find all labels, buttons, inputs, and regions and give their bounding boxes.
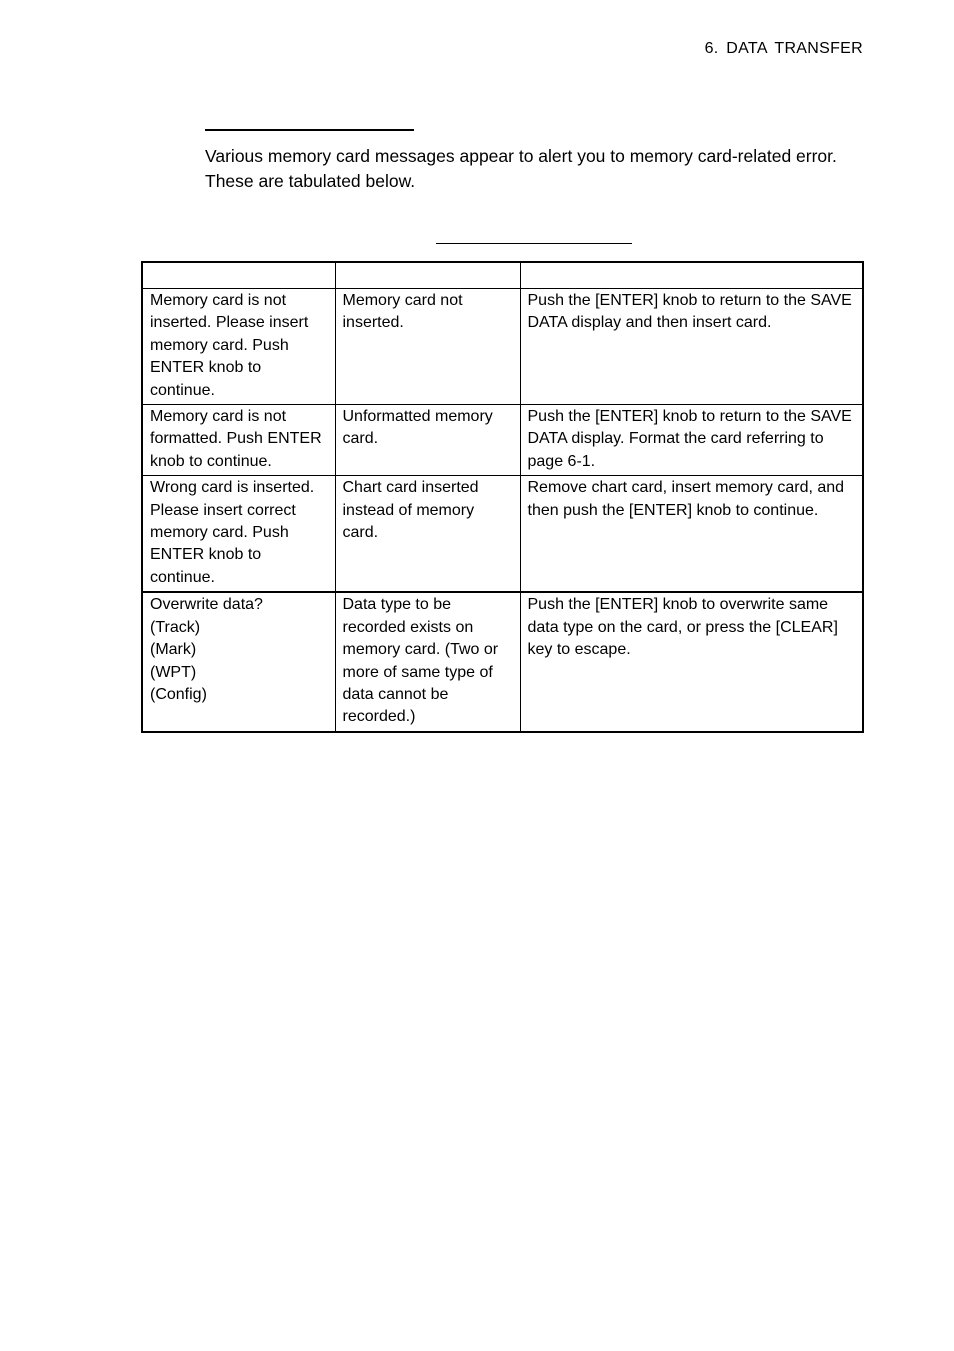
- message-cell: Overwrite data? (Track) (Mark) (WPT) (Config): [142, 592, 335, 731]
- meaning-cell: Unformatted memory card.: [335, 405, 520, 476]
- remedy-cell: Push the [ENTER] knob to overwrite same data type on the card, or press the [CLEAR] key to escape.: [520, 592, 863, 731]
- remedy-cell: Push the [ENTER] knob to return to the SAVE DATA display and then insert card.: [520, 289, 863, 405]
- message-cell: Wrong card is inserted. Please insert correct memory card. Push ENTER knob to continue.: [142, 476, 335, 593]
- table-row: [142, 592, 863, 731]
- table-row: [142, 289, 863, 405]
- message-cell: Memory card is not inserted. Please insert memory card. Push ENTER knob to continue.: [142, 289, 335, 405]
- meaning-cell: Data type to be recorded exists on memory card. (Two or more of same type of data cannot be recorded.): [335, 592, 520, 731]
- intro-paragraph: Various memory card messages appear to alert you to memory card-related error. These are tabulated below.: [205, 146, 837, 191]
- table-title-underline: [436, 243, 632, 244]
- running-header: 6. DATA TRANSFER: [704, 40, 863, 57]
- meaning-cell: Memory card not inserted.: [335, 289, 520, 405]
- header-cell-message: [142, 262, 335, 289]
- remedy-cell: Push the [ENTER] knob to return to the SAVE DATA display. Format the card referring to page 6-1.: [520, 405, 863, 476]
- table-row: [142, 405, 863, 476]
- header-cell-remedy: [520, 262, 863, 289]
- memory-card-messages-table: [141, 261, 864, 733]
- remedy-cell: Remove chart card, insert memory card, and then push the [ENTER] knob to continue.: [520, 476, 863, 593]
- table-row: [142, 476, 863, 593]
- section-title-underline: [205, 129, 414, 131]
- meaning-cell: Chart card inserted instead of memory card.: [335, 476, 520, 593]
- table-header-row: [142, 262, 863, 289]
- header-cell-meaning: [335, 262, 520, 289]
- message-cell: Memory card is not formatted. Push ENTER knob to continue.: [142, 405, 335, 476]
